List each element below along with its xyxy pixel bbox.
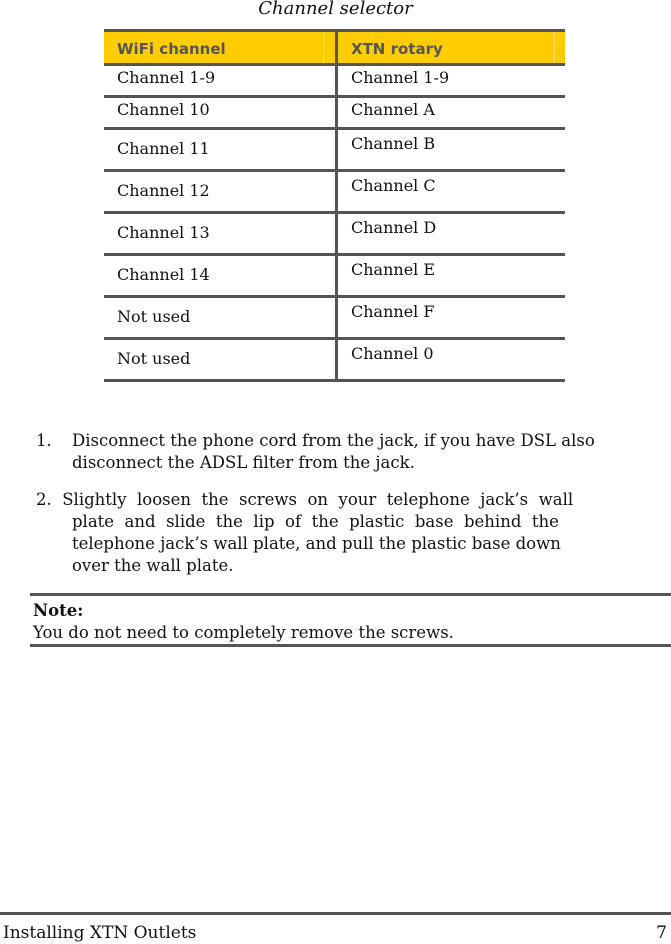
step-number: 1. bbox=[36, 431, 52, 450]
step-number: 2. bbox=[36, 490, 52, 509]
table-caption: Channel selector bbox=[258, 0, 413, 19]
wifi-channel-cell: Not used bbox=[117, 349, 191, 368]
page-footer bbox=[0, 912, 671, 943]
table-row bbox=[104, 130, 565, 172]
table-row bbox=[104, 298, 565, 340]
table-header-row bbox=[104, 29, 565, 66]
step-text: telephone jack’s wall plate, and pull the plastic base down bbox=[72, 534, 561, 553]
wifi-channel-cell: Not used bbox=[117, 307, 191, 326]
wifi-channel-cell: Channel 1-9 bbox=[117, 68, 216, 87]
table-row bbox=[104, 66, 565, 98]
xtn-rotary-cell: Channel 0 bbox=[335, 340, 565, 379]
channel-table bbox=[104, 29, 565, 382]
step-text: over the wall plate. bbox=[72, 556, 234, 575]
xtn-rotary-cell: Channel A bbox=[335, 98, 565, 127]
wifi-channel-cell: Channel 14 bbox=[117, 265, 210, 284]
table-row bbox=[104, 256, 565, 298]
header-xtn-rotary: XTN rotary bbox=[335, 32, 565, 63]
step-2 bbox=[36, 489, 573, 577]
note-text: You do not need to completely remove the screws. bbox=[33, 623, 454, 642]
table-row bbox=[104, 172, 565, 214]
xtn-rotary-cell: Channel F bbox=[335, 298, 565, 337]
wifi-channel-cell: Channel 10 bbox=[117, 100, 210, 119]
wifi-channel-cell: Channel 12 bbox=[117, 181, 210, 200]
table-row bbox=[104, 98, 565, 130]
step-text: disconnect the ADSL filter from the jack. bbox=[72, 453, 415, 472]
step-text: plate and slide the lip of the plastic base behind the bbox=[72, 512, 559, 531]
header-wifi-channel: WiFi channel bbox=[104, 32, 335, 63]
table-row bbox=[104, 214, 565, 256]
table-row bbox=[104, 340, 565, 382]
wifi-channel-cell: Channel 11 bbox=[117, 139, 210, 158]
note-box bbox=[30, 593, 671, 647]
xtn-rotary-cell: Channel 1-9 bbox=[335, 66, 565, 95]
xtn-rotary-cell: Channel C bbox=[335, 172, 565, 211]
footer-title: Installing XTN Outlets bbox=[3, 923, 197, 943]
wifi-channel-cell: Channel 13 bbox=[117, 223, 210, 242]
xtn-rotary-cell: Channel B bbox=[335, 130, 565, 169]
note-title: Note: bbox=[33, 601, 84, 620]
step-text: Disconnect the phone cord from the jack, if you have DSL also bbox=[72, 431, 595, 450]
xtn-rotary-cell: Channel D bbox=[335, 214, 565, 253]
step-1 bbox=[36, 430, 595, 472]
step-text: Slightly loosen the screws on your telephone jack’s wall bbox=[62, 490, 574, 509]
page-number: 7 bbox=[656, 923, 667, 943]
xtn-rotary-cell: Channel E bbox=[335, 256, 565, 295]
